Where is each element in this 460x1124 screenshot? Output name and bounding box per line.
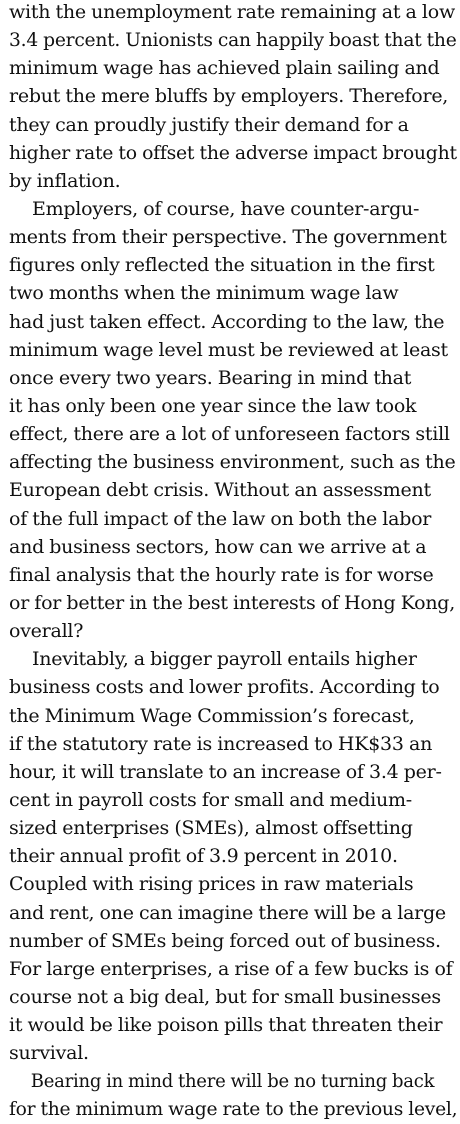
text-line: or for better in the best interests of Hong Kong, bbox=[9, 591, 456, 614]
text-line: they can proudly justify their demand for a bbox=[9, 113, 409, 136]
paragraph-first-line: Bearing in mind there will be no turning back bbox=[30, 1070, 435, 1093]
text-line: Coupled with rising prices in raw materials bbox=[9, 873, 414, 896]
text-line: minimum wage has achieved plain sailing and bbox=[9, 57, 440, 80]
text-line: European debt crisis. Without an assessment bbox=[9, 479, 431, 502]
text-line: once every two years. Bearing in mind that bbox=[9, 366, 412, 389]
text-line: course not a big deal, but for small businesses bbox=[9, 985, 441, 1008]
text-line: overall? bbox=[9, 620, 84, 643]
text-line: of the full impact of the law on both the labor bbox=[9, 507, 432, 530]
text-line: by inflation. bbox=[9, 169, 121, 192]
text-line: affecting the business environment, such as the bbox=[9, 451, 456, 474]
text-line: it would be like poison pills that threaten their bbox=[9, 1014, 443, 1037]
text-line: ments from their perspective. The government bbox=[9, 226, 447, 249]
text-line: and business sectors, how can we arrive at a bbox=[9, 535, 427, 558]
text-line: cent in payroll costs for small and medium- bbox=[9, 788, 412, 811]
text-line: two months when the minimum wage law bbox=[9, 282, 399, 305]
text-line: the Minimum Wage Commission’s forecast, bbox=[9, 704, 415, 727]
text-line: For large enterprises, a rise of a few bucks is of bbox=[9, 957, 453, 980]
text-line: higher rate to offset the adverse impact brought bbox=[9, 141, 457, 164]
text-line: rebut the mere bluffs by employers. Therefore, bbox=[9, 85, 449, 108]
paragraph-first-line: Employers, of course, have counter-argu- bbox=[32, 197, 420, 220]
text-line: and rent, one can imagine there will be a large bbox=[9, 901, 446, 924]
text-line: minimum wage level must be reviewed at least bbox=[9, 338, 448, 361]
text-line: hour, it will translate to an increase of 3.4 per- bbox=[9, 760, 442, 783]
paragraph-first-line: Inevitably, a bigger payroll entails higher bbox=[32, 648, 417, 671]
text-line: effect, there are a lot of unforeseen factors still bbox=[9, 423, 450, 446]
text-line: final analysis that the hourly rate is for worse bbox=[9, 563, 434, 586]
text-line: with the unemployment rate remaining at a low bbox=[9, 1, 455, 23]
text-line: business costs and lower profits. According to bbox=[9, 676, 440, 699]
text-line: 3.4 percent. Unionists can happily boast that the bbox=[9, 29, 457, 52]
text-line: survival. bbox=[9, 1042, 89, 1065]
text-line: their annual profit of 3.9 percent in 2010. bbox=[9, 845, 398, 868]
text-line: figures only reflected the situation in the first bbox=[9, 254, 435, 277]
text-line: had just taken effect. According to the law, the bbox=[9, 310, 445, 333]
text-line: if the statutory rate is increased to HK$33 an bbox=[9, 732, 433, 755]
text-line: sized enterprises (SMEs), almost offsetting bbox=[9, 817, 413, 840]
text-line: for the minimum wage rate to the previous level, bbox=[9, 1098, 458, 1121]
text-line: number of SMEs being forced out of business. bbox=[9, 929, 441, 952]
text-line: it has only been one year since the law took bbox=[9, 394, 417, 417]
article-text-column bbox=[9, 0, 457, 1124]
